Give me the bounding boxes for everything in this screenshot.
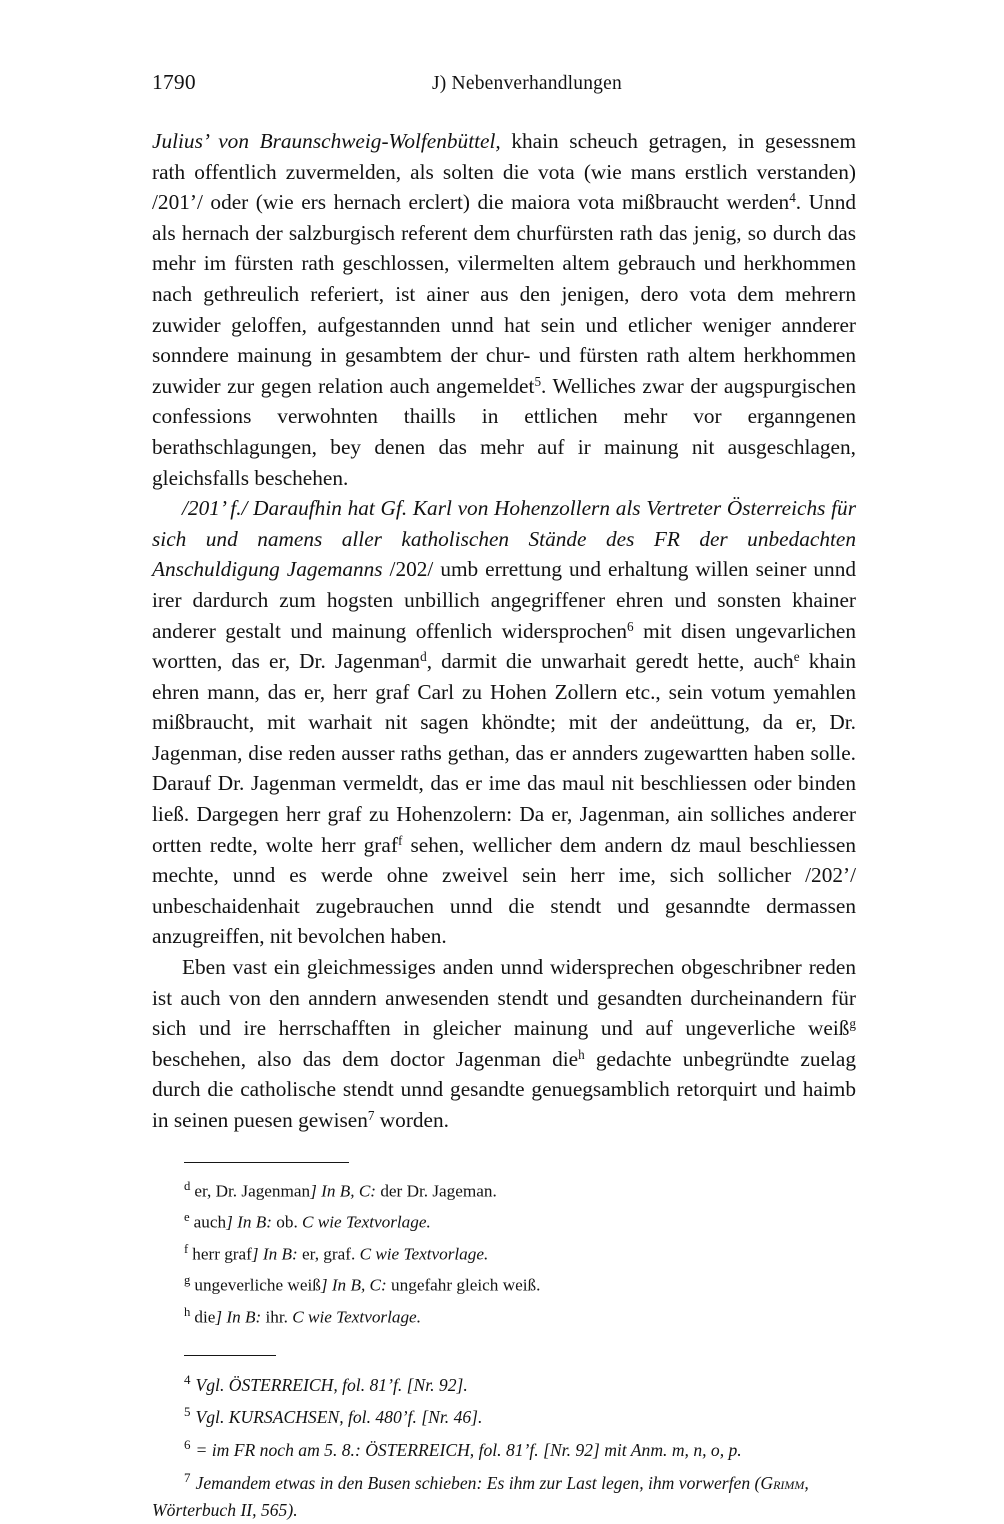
footnote-ref-6[interactable]: 6 [627,618,634,634]
critical-apparatus-block [152,1162,856,1331]
paragraph-2-text-d: khain ehren mann, das er, herr graf Carl zu Hohen Zollern etc., sein votum yemahlen mißbraucht, mit warhait nit sagen khöndte; mit der andeüttung, da er, Dr. Jagenman, dise reden ausser raths gethan, das er annders zugewartten haben solle. Darauf Dr. Jagenman vermeldt, das er ime das maul nit beschliessen oder binden ließ. Dargegen herr graf zu Hohenzolern: Da er, Jagenman, ain solliches anderer ortten redte, wolte herr graf [152,649,857,857]
paragraph-2-text-c: , darmit die unwarhait geredt hette, auch [426,649,794,674]
paragraph-3-text-d: worden. [374,1108,449,1132]
footnote-text-a: Jemandem etwas in den Busen schieben: Es ihm zur Last legen, ihm vorwerfen ( [195,1472,761,1493]
paragraph-1-text-b: . Unnd als hernach der salzburgisch referent dem churfürsten rath das jenig, so durch das mehr im fürsten rath geschlossen, vilermelten altem gebrauch und herkhommen nach gethreulich referiert, ist ainer aus den jenigen, dero vota dem mehrern zuwider geloffen, aufgestannden unnd hat sein und etlicher weniger annderer sonndere mainung in gesambtem der chur- und fürsten rath altem herkhommen zuwider zur gegen relation auch angemeldet [152,190,856,398]
apparatus-lemma: herr graf [192,1244,252,1264]
apparatus-ref-f[interactable]: f [397,832,403,848]
apparatus-reading: ihr. [261,1307,293,1327]
apparatus-marker: h [184,1305,191,1320]
apparatus-bracket: ] [320,1276,328,1296]
apparatus-reading: er, graf. [297,1244,360,1264]
footnote-marker: 6 [184,1437,191,1453]
apparatus-entry [184,1236,856,1268]
apparatus-reading: ob. [271,1212,303,1232]
paragraph-2-text-a: /202/ umb errettung und erhaltung willen seiner unnd irer dardurch zum hogsten unbillich angegriffener ehren und sonsten khainer anderer gestalt und mainung offenlich widersprochen [152,557,856,643]
paragraph-3-text-a: Eben vast ein gleichmessiges anden unnd widersprechen obgeschribner reden ist auch von den anndern anwesenden stendt und gesandten durcheinandern für sich und ire herrschafften in gleicher mainung und auf ungeverliche weiß [152,955,856,1041]
body-paragraph-2 [152,493,856,952]
paragraph-1-italic-lead: Julius’ von Braunschweig-Wolfenbüttel, [152,129,501,153]
apparatus-rule [184,1162,349,1163]
footnote-continuation: Wörterbuch II, 565). [152,1499,298,1520]
paragraph-3-text-c: gedachte unbegründte zuelag durch die catholische stendt unnd gesandte genuegsamblich retorquirt und haimb in seinen puesen gewisen [152,1046,856,1132]
body-paragraph-1 [152,126,856,493]
footnote-ref-4[interactable]: 4 [789,190,796,206]
apparatus-siglum: In B: [232,1212,272,1232]
apparatus-note: C wie Textvorlage. [292,1307,421,1327]
paragraph-2-italic-lead: /201’ f./ Daraufhin hat Gf. Karl von Hohenzollern als Vertreter Österreichs für sich und namens aller katholischen Stände des FR der unbedachten Anschuldigung Jagemanns [152,496,856,582]
apparatus-lemma: die [194,1307,216,1327]
running-head [152,70,856,96]
page-number: 1790 [152,70,196,94]
footnote-entry [184,1398,856,1431]
apparatus-siglum: In B, C: [327,1276,387,1296]
paragraph-2-text-b: mit disen ungevarlichen wortten, das er, Dr. Jagenman [152,618,856,674]
footnotes-block [152,1355,856,1524]
apparatus-entry [184,1267,856,1299]
apparatus-entry [184,1173,856,1205]
apparatus-bracket: ] [226,1212,233,1232]
page-content [152,70,856,1524]
apparatus-reading: ungefahr gleich weiß. [386,1276,541,1296]
footnote-ref-5[interactable]: 5 [534,373,542,389]
apparatus-marker: g [184,1273,191,1288]
apparatus-bracket: ] [310,1181,317,1201]
footnote-entry [184,1366,856,1399]
footnote-ref-7[interactable]: 7 [367,1108,375,1124]
apparatus-lemma: er, Dr. Jagenman [194,1181,311,1201]
running-title: J) Nebenverhandlungen [432,73,622,94]
apparatus-ref-h[interactable]: h [578,1046,585,1062]
footnote-citation-author: Grimm [760,1472,805,1493]
apparatus-marker: e [184,1210,190,1225]
apparatus-ref-d[interactable]: d [420,649,427,665]
footnote-text: Vgl. ÖSTERREICH, fol. 81’f. [Nr. 92]. [195,1374,468,1395]
apparatus-entry [184,1204,856,1236]
apparatus-ref-e[interactable]: e [793,649,800,665]
paragraph-1-text-c: . Welliches zwar der augspurgischen confessions verwohnten thaills in ettlichen mehr vor erganngenen berathschlagungen, bey denen das mehr auf ir mainung nit ausgeschlagen, gleichsfalls beschehen. [152,373,856,490]
paragraph-3-text-b: beschehen, also das dem doctor Jagenman die [152,1046,579,1071]
body-paragraph-3 [152,952,856,1136]
apparatus-siglum: In B, C: [316,1181,377,1201]
footnote-entry [184,1464,856,1497]
footnote-text: Vgl. KURSACHSEN, fol. 480’f. [Nr. 46]. [195,1407,483,1428]
apparatus-note: C wie Textvorlage. [302,1212,431,1232]
apparatus-ref-g[interactable]: g [849,1016,856,1032]
footnote-marker: 4 [184,1371,191,1387]
paragraph-1-text-a: khain scheuch getragen, in gesessnem rath offentlich zuvermelden, als solten die vota (wie mans erstlich verstanden) /201’/ oder (wie ers hernach erclert) die maiora vota mißbraucht werden [152,129,857,215]
footnotes-rule [184,1355,276,1356]
footnote-entry [184,1431,856,1464]
paragraph-2-text-e: sehen, wellicher dem andern dz maul beschliessen mechte, unnd es werde ohne zweivel sein herr ime, sich sollicher /202’/ unbeschaidenhait zugebrauchen unnd die stendt und gesanndte dermassen anzugreiffen, nit bevolchen haben. [152,832,856,949]
apparatus-marker: f [184,1241,189,1256]
apparatus-siglum: In B: [258,1244,298,1264]
apparatus-lemma: auch [193,1212,227,1232]
apparatus-bracket: ] [251,1244,259,1264]
apparatus-note: C wie Textvorlage. [359,1244,489,1264]
footnote-text: = im FR noch am 5. 8.: ÖSTERREICH, fol. 81’f. [Nr. 92] mit Anm. m, n, o, p. [195,1439,742,1460]
footnote-marker: 7 [184,1469,191,1485]
footnote-text-b: , [804,1472,809,1493]
apparatus-marker: d [184,1178,191,1193]
apparatus-siglum: In B: [222,1307,262,1327]
apparatus-lemma: ungeverliche weiß [194,1276,321,1296]
apparatus-entry [184,1299,856,1331]
apparatus-bracket: ] [215,1307,223,1327]
footnote-marker: 5 [184,1404,191,1420]
apparatus-reading: der Dr. Jageman. [376,1181,497,1201]
